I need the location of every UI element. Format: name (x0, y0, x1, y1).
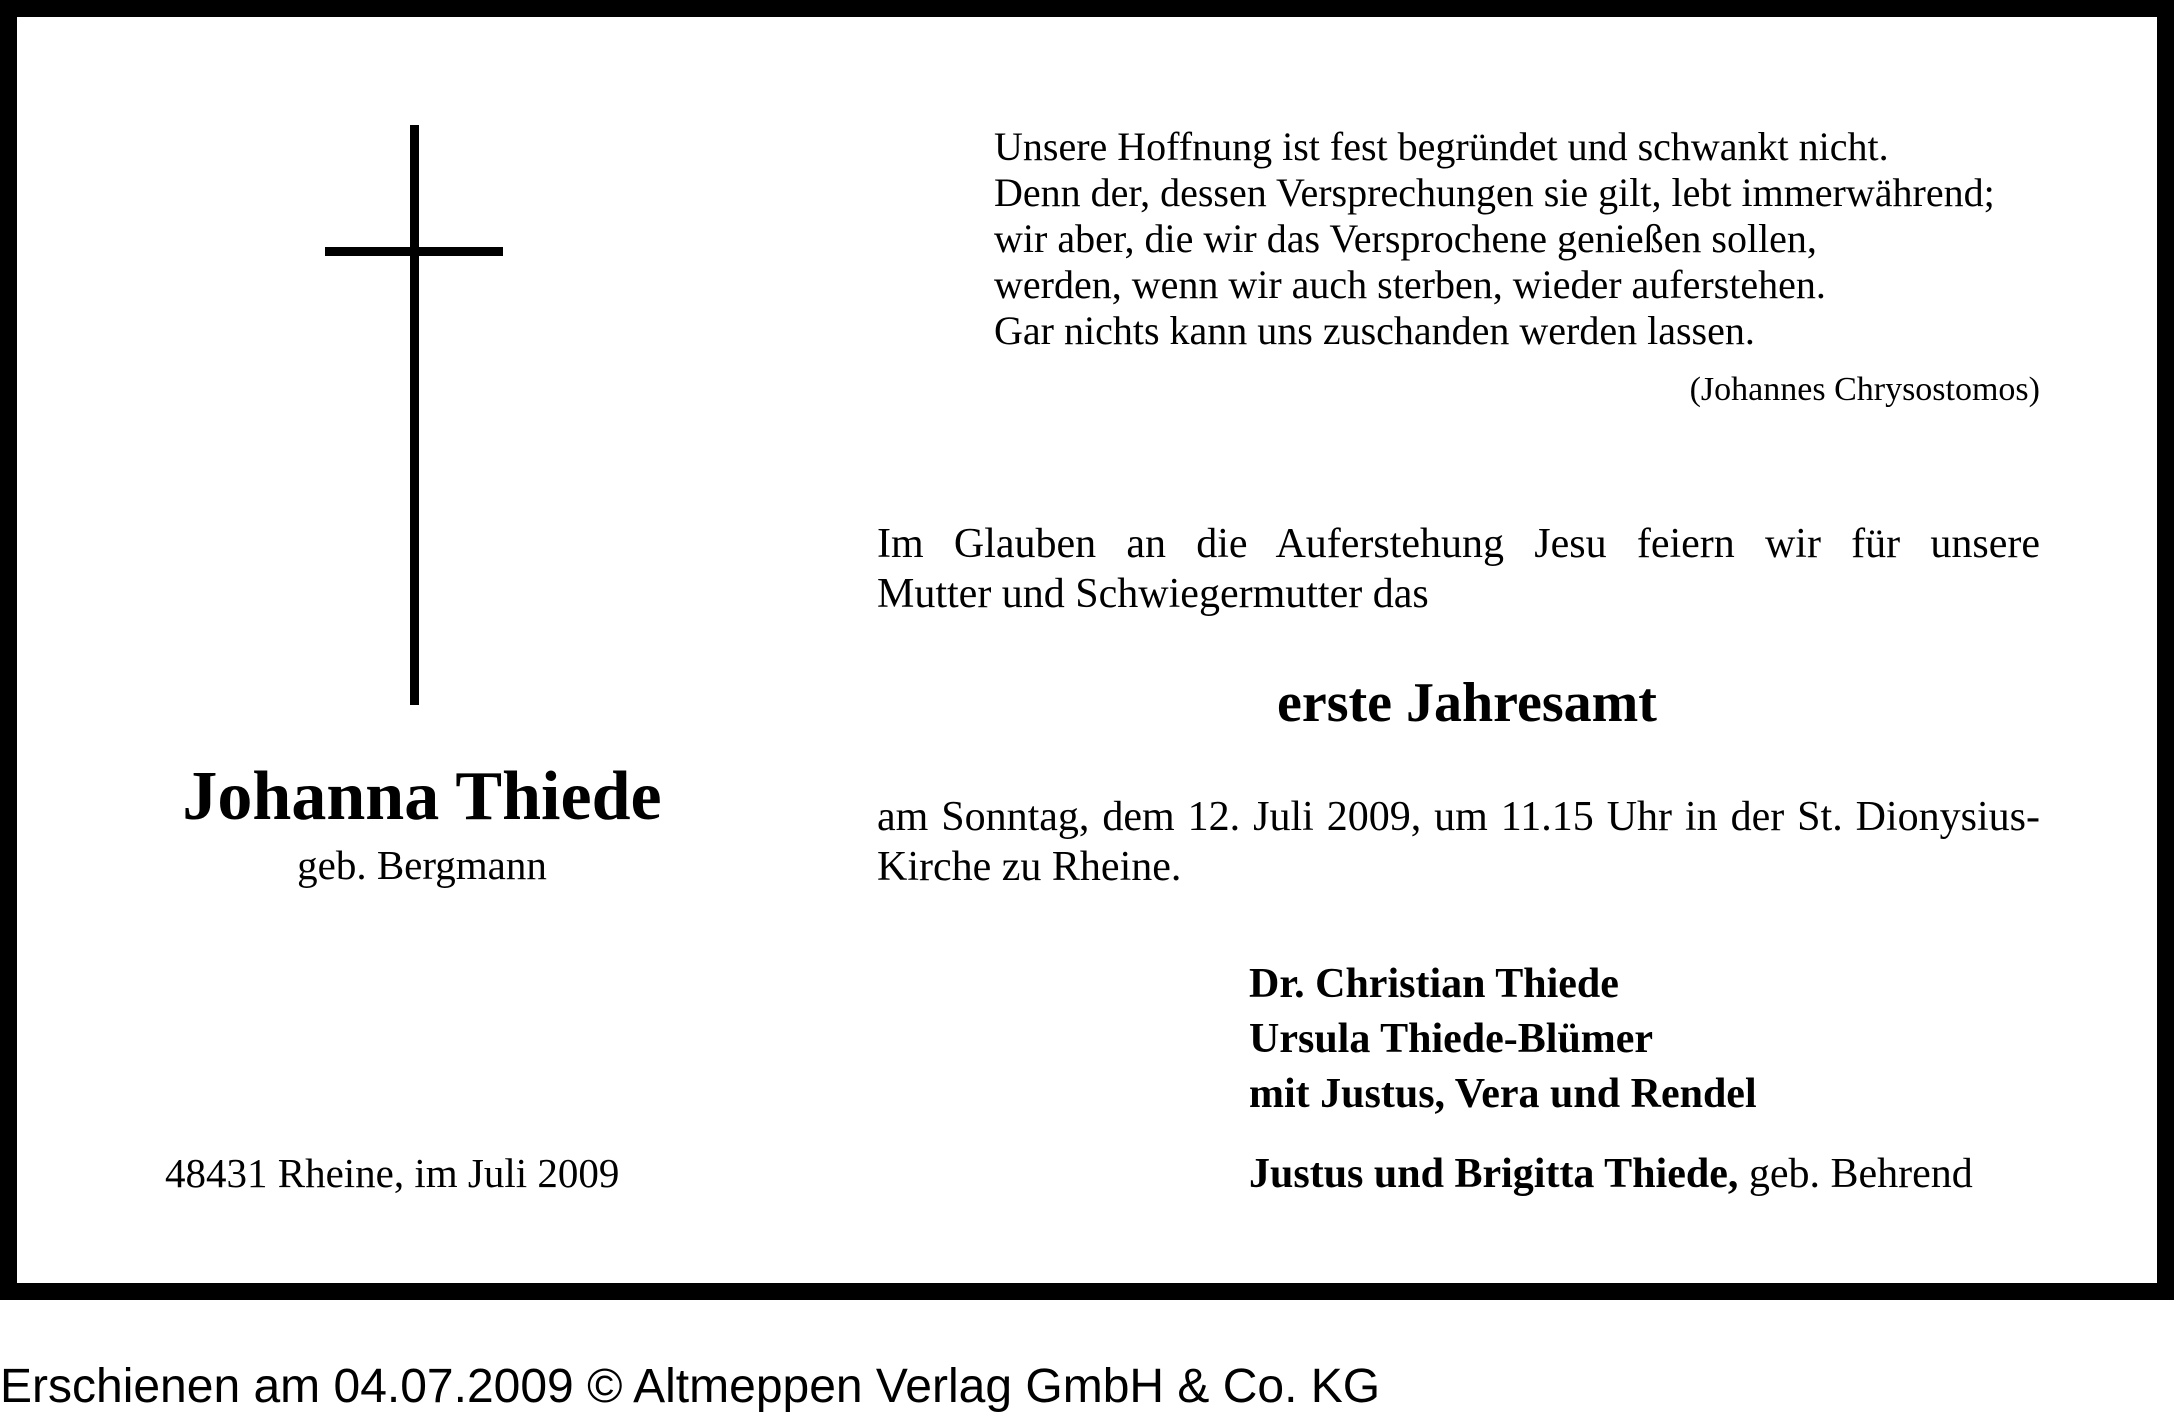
mourner-couple (1249, 1149, 2040, 1199)
intro-line: Im Glauben an die Auferstehung Jesu feiern wir für unsere (877, 521, 2040, 567)
publication-footer: Erschienen am 04.07.2009 © Altmeppen Verlag GmbH & Co. KG (0, 1360, 1381, 1413)
mourner-name: Ursula Thiede-Blümer (1249, 1016, 1654, 1062)
quote-line: Unsere Hoffnung ist fest begründet und schwankt nicht. (994, 124, 1889, 169)
quote-line: Gar nichts kann uns zuschanden werden lassen. (994, 308, 1755, 353)
intro-text (877, 519, 2040, 619)
service-line: am Sonntag, dem 12. Juli 2009, um 11.15 Uhr in der St. Dionysius- (877, 794, 2040, 840)
quote-line: werden, wenn wir auch sterben, wieder auferstehen. (994, 262, 1826, 307)
mourners-list (1249, 957, 1757, 1122)
mourner-couple-name: Justus und Brigitta Thiede, (1249, 1151, 1739, 1197)
intro-line: Mutter und Schwiegermutter das (877, 571, 1429, 617)
mourner-name: mit Justus, Vera und Rendel (1249, 1071, 1757, 1117)
mourner-couple-birth-name: geb. Behrend (1738, 1151, 1973, 1197)
quote-line: Denn der, dessen Versprechungen sie gilt, lebt immerwährend; (994, 170, 1995, 215)
service-line: Kirche zu Rheine. (877, 844, 1182, 890)
quote-source: (Johannes Chrysostomos) (1689, 371, 2040, 408)
place-date: 48431 Rheine, im Juli 2009 (165, 1150, 620, 1196)
cross-icon (325, 125, 503, 705)
occasion-title: erste Jahresamt (1277, 672, 1657, 734)
quote (994, 124, 2044, 354)
service-details (877, 792, 2040, 892)
quote-line: wir aber, die wir das Versprochene genießen sollen, (994, 216, 1817, 261)
notice-card (17, 17, 2157, 1283)
deceased-birth-name: geb. Bergmann (297, 842, 547, 888)
cross-horizontal-bar (325, 247, 503, 256)
mourner-name: Dr. Christian Thiede (1249, 961, 1619, 1007)
deceased-name: Johanna Thiede (182, 758, 662, 835)
cross-vertical-bar (410, 125, 419, 705)
